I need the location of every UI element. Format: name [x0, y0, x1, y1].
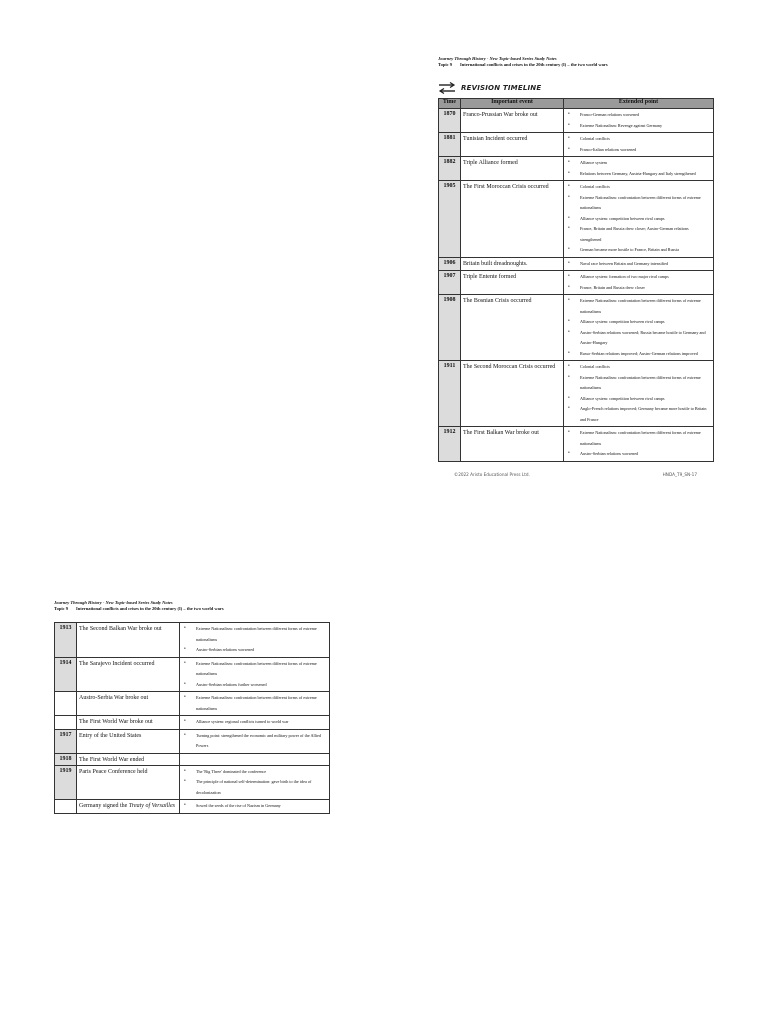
topic-title: International conflicts and crises in the 20th century (I) – the two world wars [459, 62, 608, 67]
bullet-point: • Extreme Nationalism: confrontation between different forms of extreme nationalisms [566, 296, 711, 317]
bullet-point: • Alliance system: competition between rival camps [566, 394, 711, 405]
bullet-list [566, 110, 711, 131]
series-header: Journey Through History - New Topic-based Series Study Notes [54, 600, 173, 605]
event-cell: The Bosnian Crisis occurred [461, 295, 564, 361]
extended-point-cell [180, 657, 330, 692]
table-row [439, 133, 714, 157]
bullet-point: • Colonial conflicts [566, 182, 711, 193]
year-cell: 1914 [55, 657, 77, 692]
revision-timeline-heading [438, 80, 713, 96]
topic-label: Topic 9 [438, 62, 452, 67]
extended-point-cell [180, 765, 330, 800]
revision-timeline-title: REVISION TIMELINE [461, 84, 542, 92]
table-row [439, 181, 714, 258]
bullet-point: • France, Britain and Russia drew closer; Austro-German relations strengthened [566, 224, 711, 245]
bullet-list [566, 134, 711, 155]
table-header-row [439, 99, 714, 109]
bullet-point: • Extreme Nationalism: Revenge against Germany [566, 121, 711, 132]
event-text: Germany signed the [79, 803, 129, 809]
topic-header [438, 62, 713, 68]
extended-point-cell [564, 295, 714, 361]
bullet-list [566, 428, 711, 460]
year-cell: 1908 [439, 295, 461, 361]
year-cell: 1919 [55, 765, 77, 800]
year-cell [55, 716, 77, 730]
bullet-list [566, 259, 711, 270]
topic-label: Topic 9 [54, 606, 68, 611]
event-cell: Entry of the United States [77, 729, 180, 753]
document-page-2 [54, 600, 329, 814]
bullet-list [566, 158, 711, 179]
bullet-point: • Colonial conflicts [566, 134, 711, 145]
bullet-point: • Austro-Serbian relations worsened; Russia became hostile to Germany and Austro-Hungary [566, 328, 711, 349]
event-cell: Paris Peace Conference held [77, 765, 180, 800]
column-header-time: Time [439, 99, 461, 109]
table-row [439, 109, 714, 133]
year-cell: 1882 [439, 157, 461, 181]
bullet-point: • The 'Big Three' dominated the conference [182, 767, 327, 778]
bullet-point: • Russo-Serbian relations improved; Austro-German relations improved [566, 349, 711, 360]
table-row [439, 257, 714, 271]
bullet-point: • Alliance system: competition between rival camps [566, 214, 711, 225]
extended-point-cell [564, 157, 714, 181]
bullet-point: • The principle of national self-determination: gave birth to the idea of decolonization [182, 777, 327, 798]
event-cell: The First Moroccan Crisis occurred [461, 181, 564, 258]
series-header: Journey Through History - New Topic-based Series Study Notes [438, 56, 557, 61]
copyright-text: ©2022 Aristo Educational Press Ltd. [454, 471, 530, 477]
bullet-point: • France, Britain and Russia drew closer [566, 283, 711, 294]
bullet-list [182, 624, 327, 656]
table-row [55, 716, 330, 730]
timeline-table [54, 622, 330, 814]
bullet-point: • Austro-Serbian relations worsened [566, 449, 711, 460]
bullet-point: • Franco-Italian relations worsened [566, 145, 711, 156]
treaty-name: Treaty of Versailles [128, 803, 175, 809]
page-code: HNDA_T9_SN-17 [662, 471, 697, 477]
extended-point-cell [180, 692, 330, 716]
bullet-point: • Extreme Nationalism: confrontation between different forms of extreme nationalisms [182, 624, 327, 645]
bullet-point: • Alliance system: competition between rival camps [566, 317, 711, 328]
bullet-point: • Anglo-French relations improved; Germany became more hostile to Britain and France [566, 404, 711, 425]
event-cell: The First World War ended [77, 753, 180, 765]
event-cell: Triple Entente formed [461, 271, 564, 295]
year-cell: 1907 [439, 271, 461, 295]
extended-point-cell [180, 800, 330, 814]
event-cell: Franco-Prussian War broke out [461, 109, 564, 133]
bullet-point: • Austro-Serbian relations further worsened [182, 680, 327, 691]
topic-title: International conflicts and crises in the 20th century (I) – the two world wars [75, 606, 224, 611]
year-cell: 1906 [439, 257, 461, 271]
year-cell [55, 692, 77, 716]
table-row [55, 765, 330, 800]
extended-point-cell [564, 427, 714, 462]
bullet-list [182, 731, 327, 752]
event-cell: Triple Alliance formed [461, 157, 564, 181]
bullet-point: • Austro-Serbian relations worsened [182, 645, 327, 656]
table-row [439, 427, 714, 462]
event-cell: The Second Moroccan Crisis occurred [461, 361, 564, 427]
event-cell: The First World War broke out [77, 716, 180, 730]
year-cell: 1905 [439, 181, 461, 258]
table-row [55, 729, 330, 753]
extended-point-cell [564, 109, 714, 133]
bullet-list [182, 767, 327, 799]
table-row [55, 657, 330, 692]
table-row [55, 623, 330, 658]
event-cell: The First Balkan War broke out [461, 427, 564, 462]
event-cell: Britain built dreadnoughts. [461, 257, 564, 271]
bullet-point: • Alliance system: regional conflicts turned to world war [182, 717, 327, 728]
bullet-point: • Naval race between Britain and Germany intensified [566, 259, 711, 270]
bullet-point: • Extreme Nationalism: confrontation between different forms of extreme nationalisms [182, 659, 327, 680]
year-cell [55, 800, 77, 814]
bullet-list [182, 693, 327, 714]
bullet-list [566, 182, 711, 256]
extended-point-cell [180, 623, 330, 658]
column-header-extended: Extended point [564, 99, 714, 109]
year-cell: 1917 [55, 729, 77, 753]
bullet-list [566, 296, 711, 359]
bullet-list [182, 801, 327, 812]
topic-header [54, 606, 329, 612]
year-cell: 1881 [439, 133, 461, 157]
bullet-point: • Colonial conflicts [566, 362, 711, 373]
table-row [55, 753, 330, 765]
event-cell: Austro-Serbia War broke out [77, 692, 180, 716]
extended-point-cell [564, 257, 714, 271]
page-footer [438, 472, 713, 477]
table-row [439, 157, 714, 181]
bullet-point: • Relations between Germany, Austria-Hungary and Italy strengthened [566, 169, 711, 180]
bullet-point: • Turning point: strengthened the economic and military power of the Allied Powers [182, 731, 327, 752]
bullet-point: • Alliance system: formation of two major rival camps [566, 272, 711, 283]
bullet-point: • Extreme Nationalism: confrontation between different forms of extreme nationalisms [566, 428, 711, 449]
extended-point-cell [180, 729, 330, 753]
year-cell: 1870 [439, 109, 461, 133]
year-cell: 1918 [55, 753, 77, 765]
year-cell: 1912 [439, 427, 461, 462]
bullet-point: • Extreme Nationalism: confrontation between different forms of extreme nationalisms [566, 193, 711, 214]
extended-point-cell [564, 271, 714, 295]
extended-point-cell [564, 361, 714, 427]
document-page-1 [438, 56, 713, 477]
bullet-point: • German became more hostile to France, Britain and Russia [566, 245, 711, 256]
table-row [439, 271, 714, 295]
extended-point-cell [564, 181, 714, 258]
bullet-list [182, 717, 327, 728]
table-row [55, 800, 330, 814]
bullet-point: • Extreme Nationalism: confrontation between different forms of extreme nationalisms [182, 693, 327, 714]
extended-point-cell [564, 133, 714, 157]
table-row [439, 361, 714, 427]
column-header-event: Important event [461, 99, 564, 109]
year-cell: 1913 [55, 623, 77, 658]
table-row [439, 295, 714, 361]
timeline-table [438, 98, 714, 462]
event-cell: Tunisian Incident occurred [461, 133, 564, 157]
bullet-point: • Sowed the seeds of the rise of Nazism in Germany [182, 801, 327, 812]
table-row [55, 692, 330, 716]
extended-point-cell [180, 716, 330, 730]
bullet-list [182, 659, 327, 691]
bullet-list [566, 362, 711, 425]
event-cell: The Second Balkan War broke out [77, 623, 180, 658]
event-cell [77, 800, 180, 814]
bullet-list [566, 272, 711, 293]
timeline-arrows-icon [438, 81, 456, 95]
event-cell: The Sarajevo Incident occurred [77, 657, 180, 692]
extended-point-cell [180, 753, 330, 765]
bullet-point: • Alliance system [566, 158, 711, 169]
bullet-point: • Extreme Nationalism: confrontation between different forms of extreme nationalisms [566, 373, 711, 394]
bullet-point: • Franco-German relations worsened [566, 110, 711, 121]
year-cell: 1911 [439, 361, 461, 427]
